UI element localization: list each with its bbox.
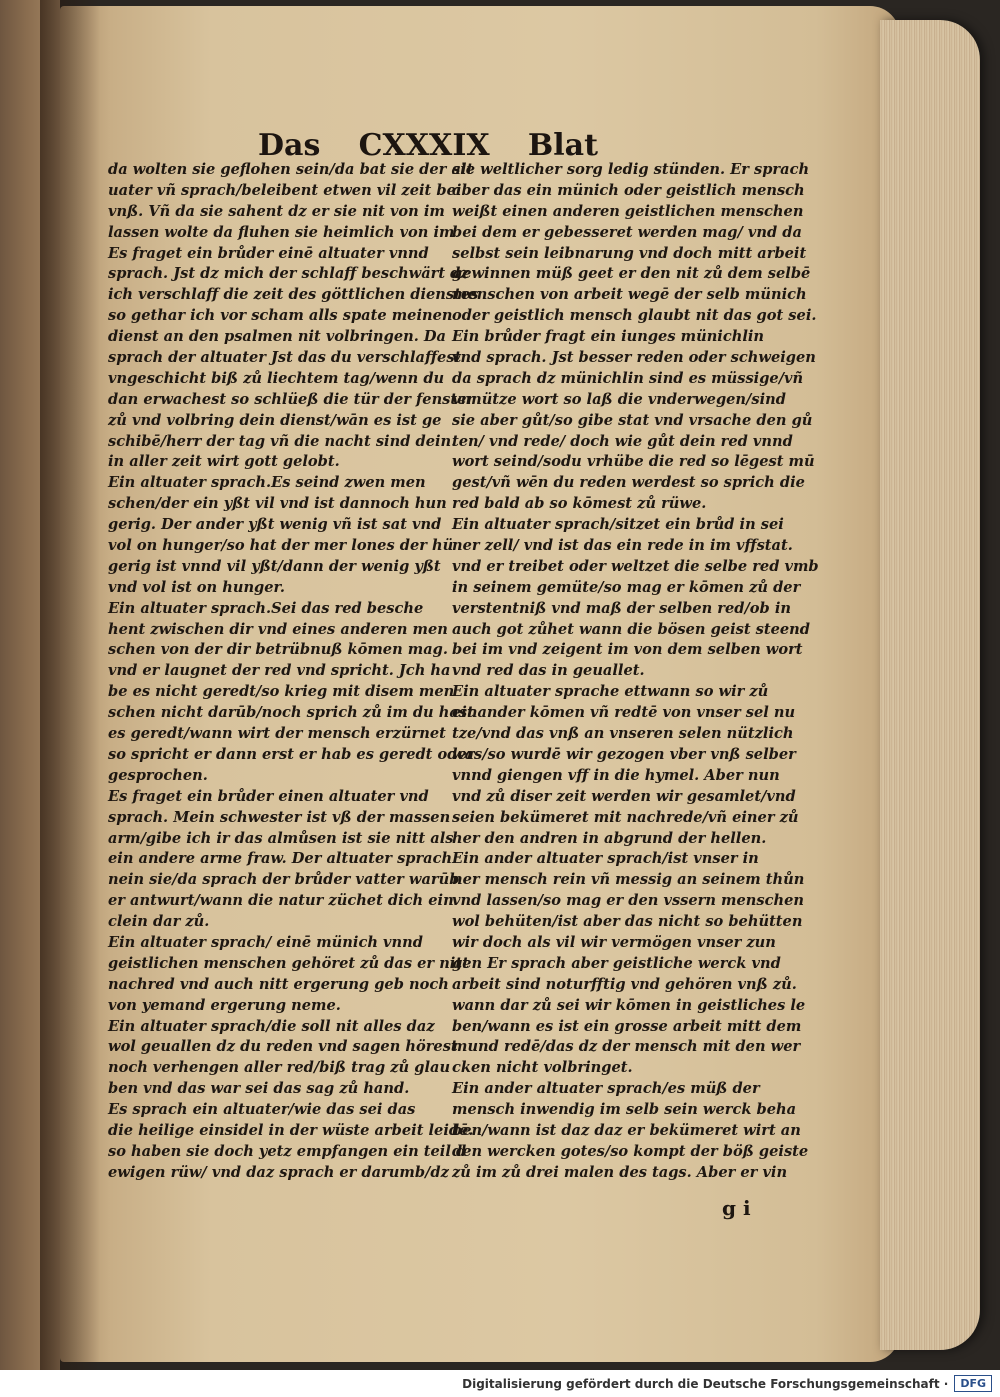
text-line: was/so wurdē wir gezogen vber vnß selber [452, 745, 796, 763]
text-line: er antwurt/wann die natur züchet dich ein [108, 892, 454, 910]
text-line: Ein altuater sprach.Sei das red besche [108, 599, 424, 617]
text-line: ben/wann ist daz daz er bekümeret wirt an [452, 1121, 801, 1139]
text-line: wol behüten/ist aber das nicht so behütten [452, 913, 803, 931]
text-line: bei im vnd zeigent im von dem selben wort [452, 641, 803, 659]
signature-mark: g i [722, 1196, 751, 1220]
text-line: red bald ab so kōmest zů rüwe. [452, 495, 707, 513]
text-line: zů vnd volbring dein dienst/wān es ist ge [108, 411, 442, 429]
text-line: cken nicht volbringet. [452, 1059, 633, 1077]
text-line: weißt einen anderen geistlichen menschen [452, 202, 804, 220]
text-line: vnd red das in geuallet. [452, 662, 645, 680]
text-line: seien bekümeret mit nachrede/vñ einer zů [452, 808, 799, 826]
text-line: Es sprach ein altuater/wie das sei das [108, 1101, 416, 1119]
text-line: schen von der dir betrübnuß kōmen mag. [108, 641, 448, 659]
text-line: gesprochen. [108, 766, 208, 784]
text-line: ben/wann es ist ein grosse arbeit mitt dem [452, 1017, 802, 1035]
text-line: vnnütze wort so laß die vnderwegen/sind [452, 390, 786, 408]
text-line: schen nicht darūb/noch sprich zů im du hast [108, 704, 474, 722]
text-line: gewinnen müß geet er den nit zů dem selbē [452, 265, 811, 283]
text-line: vnd sprach. Jst besser reden oder schweigen [452, 349, 816, 367]
page-gutter [40, 0, 100, 1370]
text-line: ewigen rüw/ vnd daz sprach er darumb/dz [108, 1163, 449, 1181]
text-line: wann dar zů sei wir kōmen in geistliches le [452, 996, 806, 1014]
text-line: so spricht er dann erst er hab es geredt oder [108, 745, 475, 763]
text-line: einander kōmen vñ redtē von vnser sel nu [452, 704, 796, 722]
text-line: vngeschicht biß zů liechtem tag/wenn du [108, 369, 445, 387]
text-line: nachred vnd auch nitt ergerung geb noch [108, 975, 449, 993]
funding-note: Digitalisierung gefördert durch die Deutsche Forschungsgemeinschaft · [462, 1376, 949, 1391]
text-line: so haben sie doch yetz empfangen ein teil d [108, 1142, 467, 1160]
text-line: verstentniß vnd maß der selben red/ob in [452, 599, 791, 617]
text-line: vnd er treibet oder weltzet die selbe red vmb [452, 557, 819, 575]
text-line: sie aber gůt/so gibe stat vnd vrsache den gů [452, 411, 813, 429]
text-line: vnd lassen/so mag er den vssern menschen [452, 892, 805, 910]
text-line: in seinem gemüte/so mag er kōmen zů der [452, 578, 801, 596]
text-line: vnß. Vñ da sie sahent dz er sie nit von im [108, 202, 445, 220]
text-line: so gethar ich vor scham alls spate meinen [108, 307, 453, 325]
text-line: nein sie/da sprach der brůder vatter warūb [108, 871, 460, 889]
text-line: wir doch als vil wir vermögen vnser zun [452, 933, 776, 951]
text-line: wol geuallen dz du reden vnd sagen hörest [108, 1038, 458, 1056]
text-line: dan erwachest so schlüeß die tür der fenster [108, 390, 475, 408]
text-line: Ein altuater sprach.Es seind zwen men [108, 474, 426, 492]
text-line: be es nicht geredt/so krieg mit disem men [108, 683, 455, 701]
header-right: Blat [527, 128, 598, 163]
text-column-left [108, 160, 479, 1184]
text-line: von yemand ergerung neme. [108, 996, 341, 1014]
text-line: auch got zůhet wann die bösen geist steend [452, 620, 810, 638]
text-line: Ein altuater sprach/sitzet ein brůd in sei [452, 516, 784, 534]
text-line: vnd zů diser zeit werden wir gesamlet/vnd [452, 787, 796, 805]
text-line: sprach. Jst dz mich der schlaff beschwärt dz [108, 265, 469, 283]
text-line: gerig. Der ander yßt wenig vñ ist sat vnd [108, 516, 442, 534]
text-line: vnd vol ist on hunger. [108, 578, 285, 596]
text-line: oder geistlich mensch glaubt nit das got sei. [452, 307, 817, 325]
text-line: gen Er sprach aber geistliche werck vnd [452, 954, 781, 972]
text-line: vol on hunger/so hat der mer lones der hü [108, 537, 454, 555]
text-line: Ein ander altuater sprach/es müß der [452, 1080, 760, 1098]
text-line: schibē/herr der tag vñ die nacht sind dein. [108, 432, 457, 450]
text-line: lassen wolte da fluhen sie heimlich von im [108, 223, 455, 241]
text-line: es geredt/wann wirt der mensch erzürnet [108, 725, 446, 743]
text-line: ich verschlaff die zeit des göttlichen dienstes [108, 286, 479, 304]
text-line: bei dem er gebesseret werden mag/ vnd da [452, 223, 802, 241]
text-line: Ein brůder fragt ein iunges münichlin [452, 328, 765, 346]
text-line: zů im zů drei malen des tags. Aber er vin [452, 1163, 788, 1181]
text-line: Ein ander altuater sprach/ist vnser in [452, 850, 759, 868]
text-line: dienst an den psalmen nit volbringen. Da [108, 328, 447, 346]
text-line: menschen von arbeit wegē der selb münich [452, 286, 807, 304]
text-line: uater vñ sprach/beleibent etwen vil zeit bei [108, 181, 462, 199]
text-line: arm/gibe ich ir das almůsen ist sie nitt als [108, 829, 454, 847]
text-line: gest/vñ wēn du reden werdest so sprich die [452, 474, 805, 492]
text-line: noch verhengen aller red/biß trag zů glau [108, 1059, 451, 1077]
text-line: schen/der ein yßt vil vnd ist dannoch hun [108, 495, 447, 513]
text-line: sie weltlicher sorg ledig stünden. Er sprach [452, 161, 810, 178]
text-line: ner zell/ vnd ist das ein rede in im vffstat. [452, 537, 793, 555]
text-line: da sprach dz münichlin sind es müssige/vñ [452, 369, 804, 387]
folio-number: CXXXIX [358, 128, 490, 163]
text-line: her den andren in abgrund der hellen. [452, 829, 767, 847]
text-line: Es fraget ein brůder einen altuater vnd [108, 787, 429, 805]
text-column-right [452, 160, 819, 1184]
text-line: clein dar zů. [108, 913, 210, 931]
text-line: selbst sein leibnarung vnd doch mitt arbeit [452, 244, 807, 262]
text-line: Ein altuater sprach/die soll nit alles daz [108, 1017, 435, 1035]
text-line: arbeit sind noturfftig vnd gehören vnß zů. [452, 975, 797, 993]
text-line: da wolten sie geflohen sein/da bat sie der alt [108, 161, 474, 178]
text-line: tze/vnd das vnß an vnseren selen nützlich [452, 725, 794, 743]
text-line: mund redē/das dz der mensch mit den wer [452, 1038, 801, 1056]
text-line: wort seind/sodu vrhübe die red so lēgest mū [452, 453, 815, 471]
text-line: hent zwischen dir vnd eines anderen men [108, 620, 448, 638]
text-line: sprach der altuater Jst das du verschlaffest [108, 349, 462, 367]
text-line: ben vnd das war sei das sag zů hand. [108, 1080, 410, 1098]
text-line: den wercken gotes/so kompt der böß geiste [452, 1142, 809, 1160]
text-line: Ein altuater sprach/ einē münich vnnd [108, 933, 423, 951]
text-line: in aller zeit wirt gott gelobt. [108, 453, 340, 471]
text-line: geistlichen menschen gehöret zů das er nitt [108, 954, 469, 972]
text-line: ten/ vnd rede/ doch wie gůt dein red vnnd [452, 432, 793, 450]
text-line: sprach. Mein schwester ist vß der massen [108, 808, 451, 826]
text-line: mensch inwendig im selb sein werck beha [452, 1101, 797, 1119]
text-line: Es fraget ein brůder einē altuater vnnd [108, 244, 429, 262]
text-line: ner mensch rein vñ messig an seinem thůn [452, 871, 805, 889]
text-line: die heilige einsidel in der wüste arbeit leidē. [108, 1121, 474, 1139]
text-line: vnnd giengen vff in die hymel. Aber nun [452, 766, 780, 784]
footer-bar [0, 1370, 1000, 1397]
page-edges [880, 20, 980, 1350]
text-line: ein andere arme fraw. Der altuater sprach [108, 850, 453, 868]
header-left: Das [258, 128, 321, 163]
text-line: vnd er laugnet der red vnd spricht. Jch ha [108, 662, 451, 680]
text-line: aber das ein münich oder geistlich mensch [452, 181, 805, 199]
dfg-logo: DFG [954, 1375, 992, 1392]
text-line: gerig ist vnnd vil yßt/dann der wenig yßt [108, 557, 441, 575]
text-line: Ein altuater sprache ettwann so wir zů [452, 683, 769, 701]
